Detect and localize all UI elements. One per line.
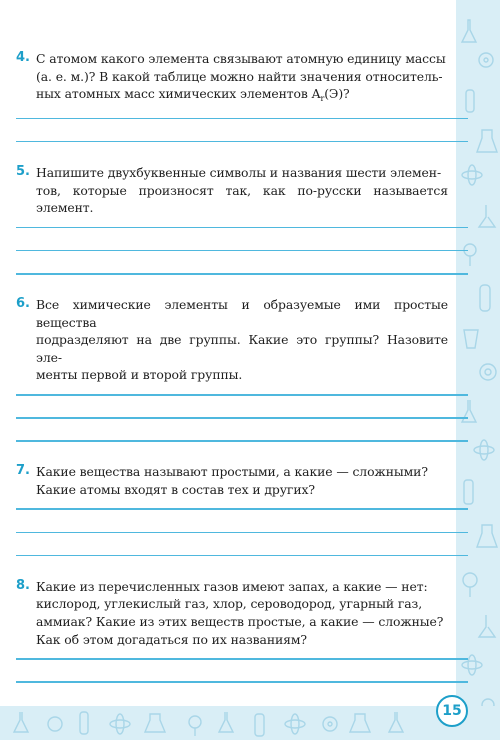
answer-line[interactable] [16,508,468,510]
task-number: 7. [16,463,30,479]
task-line: Какие атомы входят в состав тех и других? [36,481,315,497]
chemistry-pattern-icon [456,0,500,740]
task-question [36,50,448,108]
answer-lines [36,658,448,683]
answer-lines [36,394,448,442]
task-line: С атомом какого элемента связывают атомную единицу массы [36,51,446,66]
task-line: кислород, углекислый газ, хлор, сероводород, угарный газ, [36,596,423,612]
task-6 [16,296,448,442]
task-8 [16,578,448,683]
task-line: Напишите двухбуквенные символы и названия шести элемен- [36,164,442,180]
answer-line[interactable] [16,394,468,396]
formula-tail: (Э)? [324,86,350,102]
formula-subscript: r [320,94,325,104]
page-number-badge: 15 [436,695,468,727]
task-line: Какие вещества называют простыми, а какие — сложными? [36,464,428,480]
answer-line[interactable] [16,141,468,143]
chemistry-pattern-bottom-icon [0,706,500,740]
task-line [36,85,448,108]
task-question [36,578,448,648]
task-number: 6. [16,296,30,312]
task-number: 5. [16,163,30,179]
answer-lines [36,118,448,143]
task-line: Какие из перечисленных газов имеют запах, а какие — нет: [36,578,428,594]
bottom-pattern-strip [0,706,500,740]
task-number: 4. [16,50,30,65]
task-line-text: ных атомных масс химических элементов A [36,86,321,102]
answer-line[interactable] [16,658,468,660]
task-line: Все химические элементы и образуемые ими простые вещества [36,297,448,330]
side-pattern-strip [456,0,500,740]
answer-line[interactable] [16,532,468,534]
task-5 [16,164,448,275]
answer-line[interactable] [16,440,468,442]
task-question [36,164,448,217]
task-line: Как об этом догадаться по их названиям? [36,631,307,647]
answer-line[interactable] [16,250,468,252]
task-4 [16,50,448,142]
task-question [36,463,448,498]
task-7 [16,463,448,556]
answer-lines [36,227,448,275]
answer-line[interactable] [16,273,468,275]
answer-line[interactable] [16,555,468,557]
task-line: аммиак? Какие из этих веществ простые, а какие — сложные? [36,613,444,629]
worksheet-content [16,50,448,704]
task-line: менты первой и второй группы. [36,367,243,383]
task-question [36,296,448,384]
answer-lines [36,508,448,556]
task-number: 8. [16,577,30,593]
task-line: тов, которые произносят так, как по-русски называется элемент. [36,182,448,216]
task-line: (а. е. м.)? В какой таблице можно найти значения относитель- [36,68,443,84]
answer-line[interactable] [16,118,468,120]
answer-line[interactable] [16,227,468,229]
answer-line[interactable] [16,681,468,683]
answer-line[interactable] [16,417,468,419]
task-line: подразделяют на две группы. Какие это группы? Назовите эле- [36,332,448,365]
